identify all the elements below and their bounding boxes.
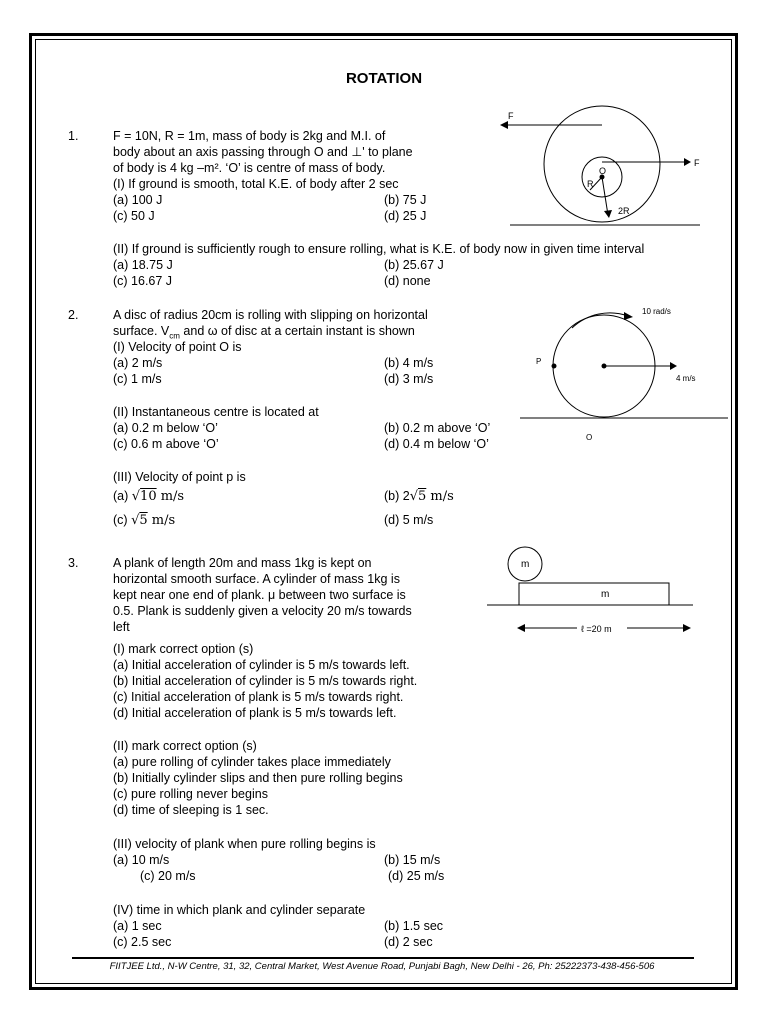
sub-question-stem: (IV) time in which plank and cylinder separate <box>113 903 366 917</box>
option: (c) 2.5 sec <box>113 935 172 949</box>
option: (d) none <box>384 274 431 288</box>
question-text-line: body about an axis passing through O and ⊥' to plane <box>113 145 413 159</box>
option: (a) 2 m/s <box>113 356 163 370</box>
option: (d) 3 m/s <box>384 372 434 386</box>
figure-rolling-body <box>490 105 730 240</box>
question-text-line: A disc of radius 20cm is rolling with slipping on horizontal <box>113 308 428 322</box>
point-p-label: P <box>536 357 542 366</box>
option: (a) 1 sec <box>113 919 162 933</box>
option: (b) 75 J <box>384 193 427 207</box>
page-title: ROTATION <box>345 70 423 87</box>
sub-question-stem: (III) velocity of plank when pure rolling begins is <box>113 837 376 851</box>
option: (b) Initial acceleration of cylinder is 5 m/s towards right. <box>113 674 418 688</box>
question-text-line: (I) Velocity of point O is <box>113 340 242 354</box>
option: (b) 15 m/s <box>384 853 441 867</box>
option: (a) Initial acceleration of cylinder is 5 m/s towards left. <box>113 658 410 672</box>
question-number: 1. <box>68 129 79 143</box>
point-o-label: O <box>586 433 593 442</box>
option: (c) 16.67 J <box>113 274 173 288</box>
question-text-line: 0.5. Plank is suddenly given a velocity 20 m/s towards <box>113 604 412 618</box>
option: (b) 25.67 J <box>384 258 444 272</box>
sub-question-stem: (II) If ground is sufficiently rough to ensure rolling, what is K.E. of body now in given time interval <box>113 242 645 256</box>
question-text-line: surface. $V_{cm}$ and ω of disc at a certain instant is shown <box>113 324 415 341</box>
sub-question-stem: (I) mark correct option (s) <box>113 642 254 656</box>
option: (d) 5 m/s <box>384 513 434 527</box>
option: (b) 4 m/s <box>384 356 434 370</box>
option: (a) 0.2 m below ‘O’ <box>113 421 218 435</box>
figure-rolling-disc <box>520 300 730 450</box>
outer-radius-label: 2R <box>618 206 630 216</box>
sub-question-stem: (II) Instantaneous centre is located at <box>113 405 319 419</box>
centre-label: O <box>599 166 607 176</box>
option: (c) Initial acceleration of plank is 5 m/s towards right. <box>113 690 404 704</box>
velocity-label: 4 m/s <box>676 374 696 383</box>
option: (b) 2√5 m/s <box>384 489 454 504</box>
question-text-line: A plank of length 20m and mass 1kg is kept on <box>113 556 372 570</box>
radius-label: R <box>587 179 594 189</box>
option: (c) 50 J <box>113 209 155 223</box>
option: (a) pure rolling of cylinder takes place immediately <box>113 755 391 769</box>
option: (d) time of sleeping is 1 sec. <box>113 803 269 817</box>
force-label-top: F <box>508 111 514 121</box>
option: (c) 1 m/s <box>113 372 162 386</box>
question-text-line: F = 10N, R = 1m, mass of body is 2kg and M.I. of <box>113 129 386 143</box>
question-text-line: horizontal smooth surface. A cylinder of mass 1kg is <box>113 572 400 586</box>
question-text-line: kept near one end of plank. μ between two surface is <box>113 588 406 602</box>
option: (c) 20 m/s <box>140 869 196 883</box>
option: (b) 0.2 m above ‘O’ <box>384 421 491 435</box>
option: (d) 25 m/s <box>388 869 445 883</box>
option: (d) 0.4 m below ‘O’ <box>384 437 489 451</box>
option: (d) 25 J <box>384 209 427 223</box>
option: (a) 10 m/s <box>113 853 170 867</box>
sub-question-stem: (III) Velocity of point p is <box>113 470 246 484</box>
option: (a) 18.75 J <box>113 258 173 272</box>
option: (c) √5 m/s <box>113 513 176 528</box>
figure-plank-cylinder <box>485 545 705 640</box>
option: (d) Initial acceleration of plank is 5 m/s towards left. <box>113 706 397 720</box>
option: (b) Initially cylinder slips and then pure rolling begins <box>113 771 403 785</box>
option: (c) pure rolling never begins <box>113 787 268 801</box>
force-label-right: F <box>694 158 700 168</box>
question-number: 2. <box>68 308 79 322</box>
option: (a) √10 m/s <box>113 489 185 504</box>
plank-length-label: ℓ =20 m <box>581 624 612 634</box>
plank-mass-label: m <box>601 589 610 600</box>
question-text-line: of body is 4 kg –m². ‘O’ is centre of mass of body. <box>113 161 386 175</box>
cylinder-mass-label: m <box>521 559 530 570</box>
option: (a) 100 J <box>113 193 163 207</box>
question-text-line: (I) If ground is smooth, total K.E. of body after 2 sec <box>113 177 399 191</box>
footer-divider <box>72 957 694 959</box>
page-footer: FIITJEE Ltd., N-W Centre, 31, 32, Central Market, West Avenue Road, Punjabi Bagh, New Delhi - 26, Ph: 25222373-438-456-506 <box>109 961 655 972</box>
angular-velocity-label: 10 rad/s <box>642 307 671 316</box>
option: (c) 0.6 m above ‘O’ <box>113 437 219 451</box>
sub-question-stem: (II) mark correct option (s) <box>113 739 257 753</box>
option: (b) 1.5 sec <box>384 919 444 933</box>
question-text-line: left <box>113 620 130 634</box>
option: (d) 2 sec <box>384 935 433 949</box>
question-number: 3. <box>68 556 79 570</box>
